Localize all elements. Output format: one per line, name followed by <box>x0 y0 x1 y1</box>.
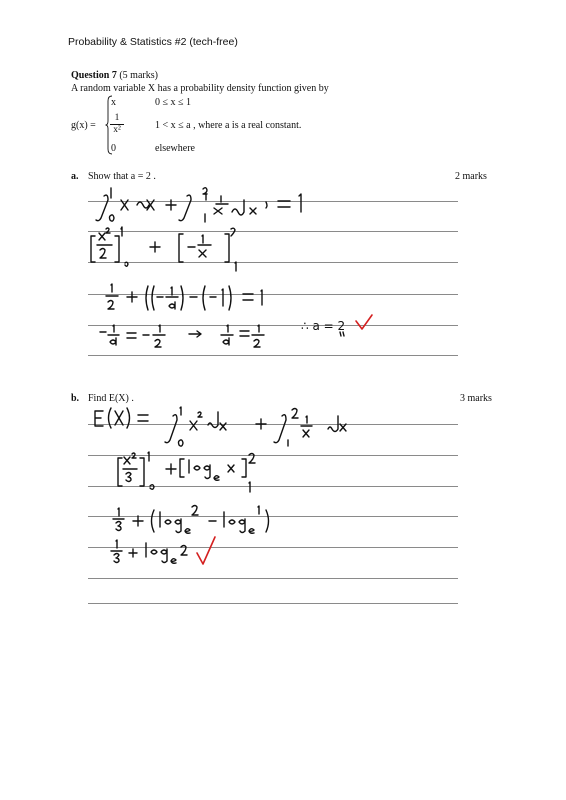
page-header: Probability & Statistics #2 (tech-free) <box>68 36 238 48</box>
case1-domain: 0 ≤ x ≤ 1 <box>155 97 191 108</box>
hw-a-line3 <box>106 284 262 310</box>
tick-mark-icon <box>356 315 372 329</box>
case1-expression: x <box>111 97 116 108</box>
hw-b-line2 <box>118 452 255 492</box>
question-intro: A random variable X has a probability density function given by <box>71 83 329 94</box>
hw-a-line2 <box>91 227 236 271</box>
hw-a-line4 <box>100 325 264 347</box>
question-marks: (5 marks) <box>119 70 158 81</box>
case2-denominator: x² <box>113 125 121 135</box>
hw-b-line1 <box>95 407 346 446</box>
case3-expression: 0 <box>111 143 116 154</box>
case2-domain: 1 < x ≤ a , where a is a real constant. <box>155 120 302 131</box>
hw-b-line4 <box>111 540 187 563</box>
hw-b-line3 <box>113 506 269 534</box>
part-a-label: a. <box>71 171 79 182</box>
pdf-lhs: g(x) = <box>71 120 96 131</box>
part-b-prompt: Find E(X) . <box>88 393 134 404</box>
case2-numerator: 1 <box>110 113 124 125</box>
part-b-label: b. <box>71 393 80 404</box>
hw-a-conclusion: ∴ a = 2 <box>301 319 346 333</box>
hw-a-line1 <box>96 188 301 222</box>
part-b-marks: 3 marks <box>460 393 492 404</box>
tick-mark-icon <box>197 537 215 564</box>
case3-domain: elsewhere <box>155 143 195 154</box>
question-number: Question 7 <box>71 70 117 81</box>
part-a-prompt: Show that a = 2 . <box>88 171 156 182</box>
part-a-marks: 2 marks <box>455 171 487 182</box>
